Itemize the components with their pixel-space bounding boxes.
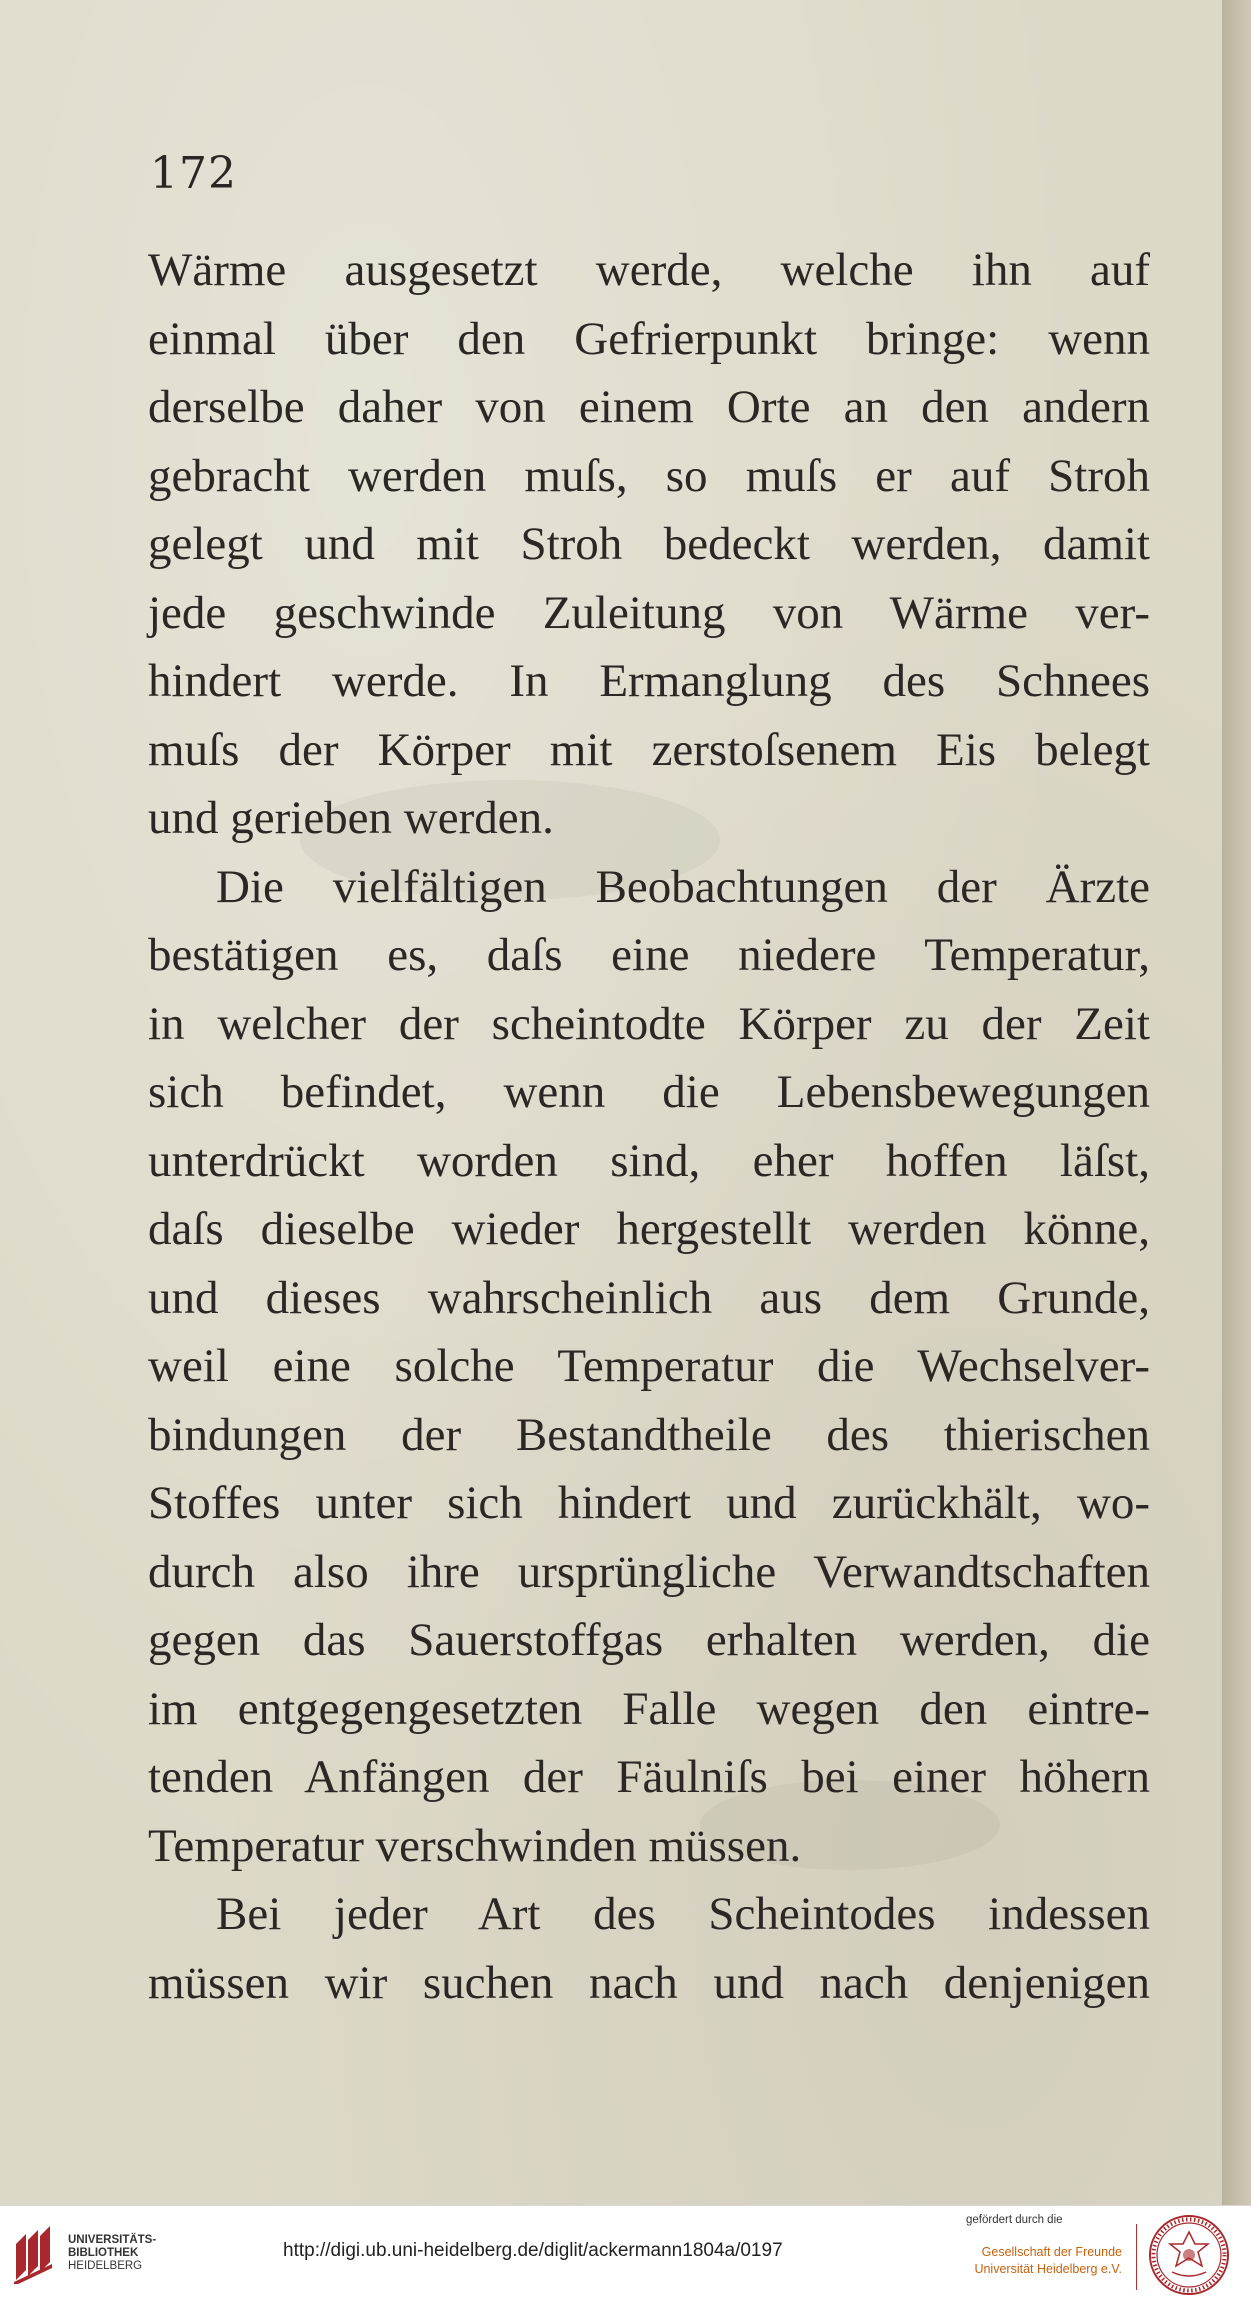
- university-library-logo-icon[interactable]: [12, 2224, 60, 2284]
- text-line: im entgegengesetzten Falle wegen den eintre-: [148, 1682, 1150, 1735]
- text-line: gegen das Sauerstoffgas erhalten werden, die: [148, 1614, 1150, 1666]
- footer-divider: [1136, 2224, 1137, 2290]
- page-number: 172: [150, 148, 237, 199]
- text-line: Wärme ausgesetzt werde, welche ihn auf: [148, 244, 1150, 296]
- text-line: Die vielfältigen Beobachtungen der Ärzte: [216, 860, 1150, 913]
- society-name-link[interactable]: [966, 2244, 1122, 2278]
- university-seal-icon: [1148, 2214, 1230, 2296]
- text-line: bestätigen es, daſs eine niedere Temperatur,: [148, 929, 1150, 981]
- text-line: derselbe daher von einem Orte an den andern: [148, 381, 1150, 433]
- text-line: in welcher der scheintodte Körper zu der Zeit: [148, 997, 1150, 1050]
- library-name[interactable]: [68, 2234, 156, 2273]
- text-line: Bei jeder Art des Scheintodes indessen: [216, 1888, 1150, 1940]
- text-line: muſs der Körper mit zerstoſsenem Eis belegt: [148, 723, 1150, 776]
- text-line: durch also ihre ursprüngliche Verwandtschaften: [148, 1545, 1150, 1598]
- text-line: Temperatur verschwinden müssen.: [148, 1819, 802, 1872]
- library-name-line: HEIDELBERG: [68, 2260, 143, 2272]
- text-line: und dieses wahrscheinlich aus dem Grunde,: [148, 1271, 1150, 1324]
- library-name-line: BIBLIOTHEK: [68, 2247, 139, 2259]
- text-line: weil eine solche Temperatur die Wechselver-: [148, 1340, 1150, 1392]
- text-line: sich befindet, wenn die Lebensbewegungen: [148, 1066, 1150, 1118]
- society-name-line: Universität Heidelberg e.V.: [974, 2262, 1122, 2276]
- text-line: Stoffes unter sich hindert und zurückhält, wo-: [148, 1477, 1150, 1529]
- page-edge: [1222, 0, 1251, 2205]
- funded-by-label: gefördert durch die: [966, 2214, 1063, 2226]
- text-line: daſs dieselbe wieder hergestellt werden könne,: [148, 1203, 1150, 1255]
- text-line: einmal über den Gefrierpunkt bringe: wenn: [148, 312, 1150, 365]
- text-line: müssen wir suchen nach und nach denjenigen: [148, 1956, 1150, 2009]
- text-line: und gerieben werden.: [148, 792, 554, 844]
- footer-bar: [0, 2205, 1251, 2300]
- document-url-link[interactable]: http://digi.ub.uni-heidelberg.de/diglit/ackermann1804a/0197: [283, 2240, 783, 2261]
- text-line: gelegt und mit Stroh bedeckt werden, damit: [148, 518, 1150, 570]
- text-line: tenden Anfängen der Fäulniſs bei einer höhern: [148, 1751, 1150, 1803]
- text-line: gebracht werden muſs, so muſs er auf Stroh: [148, 449, 1150, 502]
- society-name-line: Gesellschaft der Freunde: [981, 2245, 1122, 2259]
- body-text: [148, 236, 1150, 2017]
- text-line: bindungen der Bestandtheile des thierischen: [148, 1408, 1150, 1461]
- library-name-line: UNIVERSITÄTS-: [68, 2234, 157, 2246]
- text-line: hindert werde. In Ermanglung des Schnees: [148, 655, 1150, 707]
- text-line: unterdrückt worden sind, eher hoffen läſst,: [148, 1134, 1150, 1187]
- text-line: jede geschwinde Zuleitung von Wärme ver-: [148, 586, 1150, 639]
